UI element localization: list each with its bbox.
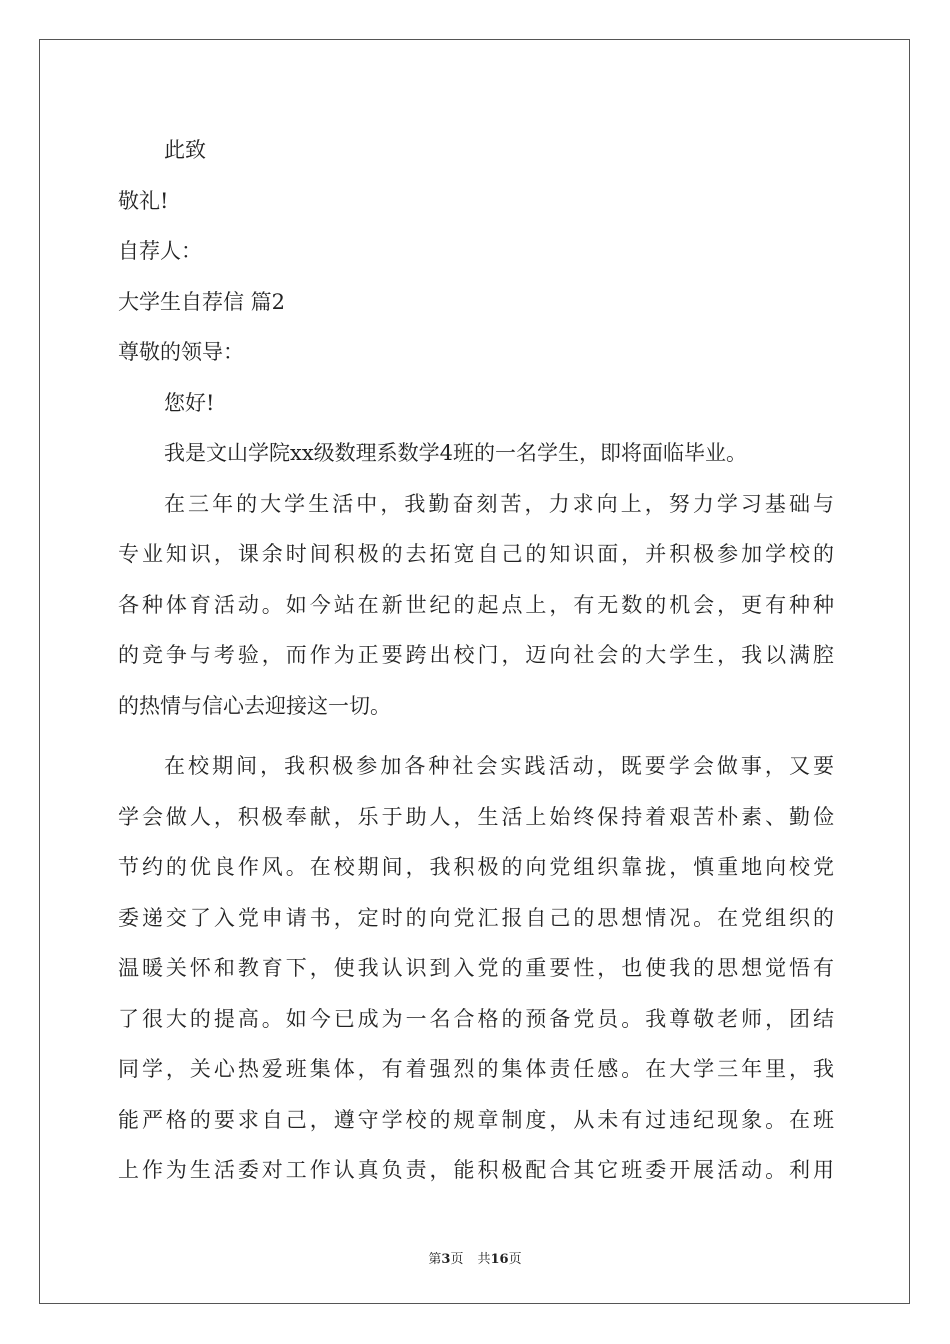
page-number: 3 [441, 1252, 451, 1267]
salute-line: 敬礼! [118, 188, 169, 213]
section-title: 大学生自荐信 篇2 [118, 289, 286, 314]
paragraph-3 [118, 741, 834, 1196]
paragraph-line: 委递交了入党申请书，定时的向党汇报自己的思想情况。在党组织的 [118, 905, 834, 930]
paragraph-line: 学会做人，积极奉献，乐于助人，生活上始终保持着艰苦朴素、勤俭 [118, 804, 834, 829]
paragraph-line: 上作为生活委对工作认真负责，能积极配合其它班委开展活动。利用 [118, 1158, 834, 1182]
page-footer [0, 1248, 950, 1267]
paragraph-line: 的竞争与考验，而作为正要跨出校门，迈向社会的大学生，我以满腔 [118, 643, 834, 667]
paragraph-line: 同学，关心热爱班集体，有着强烈的集体责任感。在大学三年里，我 [118, 1057, 834, 1081]
paragraph-line: 在三年的大学生活中，我勤奋刻苦，力求向上，努力学习基础与 [164, 491, 834, 516]
paragraph-line: 节约的优良作风。在校期间，我积极的向党组织靠拢，慎重地向校党 [118, 855, 834, 879]
paragraph-1: 我是文山学院xx级数理系数学4班的一名学生，即将面临毕业。 [164, 441, 748, 465]
paragraph-line: 温暖关怀和教育下，使我认识到入党的重要性，也使我的思想觉悟有 [118, 956, 834, 980]
closing-line: 此致 [164, 138, 206, 162]
paragraph-line: 专业知识，课余时间积极的去拓宽自己的知识面，并积极参加学校的 [118, 542, 834, 566]
total-suffix: 页 [508, 1252, 522, 1267]
greeting-line: 尊敬的领导： [118, 340, 244, 364]
paragraph-2 [118, 479, 834, 732]
paragraph-line: 能严格的要求自己，遵守学校的规章制度，从未有过违纪现象。在班 [118, 1107, 834, 1132]
total-pages: 16 [490, 1252, 509, 1267]
hello-line: 您好! [164, 390, 215, 415]
signature-line: 自荐人： [118, 239, 202, 263]
paragraph-line: 在校期间，我积极参加各种社会实践活动，既要学会做事，又要 [164, 754, 834, 778]
total-prefix: 共 [477, 1252, 491, 1267]
paragraph-line: 了很大的提高。如今已成为一名合格的预备党员。我尊敬老师，团结 [118, 1006, 834, 1031]
page-suffix: 页 [450, 1252, 464, 1267]
document-body [118, 125, 834, 1196]
paragraph-line: 各种体育活动。如今站在新世纪的起点上，有无数的机会，更有种种 [118, 592, 834, 617]
page-prefix: 第 [428, 1252, 442, 1267]
paragraph-line: 的热情与信心去迎接这一切。 [118, 693, 391, 718]
